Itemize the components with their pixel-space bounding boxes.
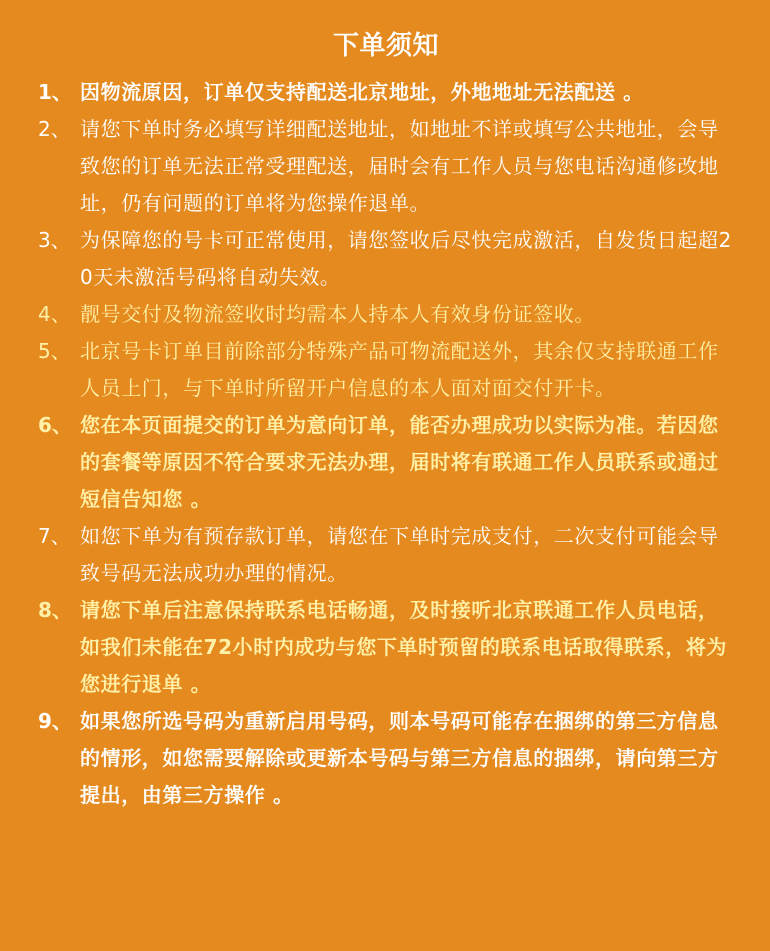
notice-item-9 — [38, 703, 734, 814]
notice-number: 8、 — [38, 598, 72, 622]
notice-text: 您在本页面提交的订单为意向订单，能否办理成功以实际为准。若因您的套餐等原因不符合要求无法办理，届时将有联通工作人员联系或通过短信告知您 。 — [80, 413, 719, 511]
notice-text: 请您下单后注意保持联系电话畅通，及时接听北京联通工作人员电话，如我们未能在72小时内成功与您下单时预留的联系电话取得联系，将为您进行退单 。 — [80, 598, 728, 696]
notice-number: 3、 — [38, 228, 71, 252]
notice-number: 4、 — [38, 302, 71, 326]
notice-item-2 — [38, 111, 734, 222]
notice-item-7 — [38, 518, 734, 592]
notice-item-1 — [38, 74, 734, 111]
notice-number: 6、 — [38, 413, 72, 437]
notice-text: 北京号卡订单目前除部分特殊产品可物流配送外，其余仅支持联通工作人员上门，与下单时所留开户信息的本人面对面交付开卡。 — [80, 339, 719, 400]
notice-item-6 — [38, 407, 734, 518]
notice-text: 为保障您的号卡可正常使用，请您签收后尽快完成激活，自发货日起超20天未激活号码将自动失效。 — [80, 228, 732, 289]
notice-number: 9、 — [38, 709, 72, 733]
notice-text: 请您下单时务必填写详细配送地址，如地址不详或填写公共地址，会导致您的订单无法正常受理配送，届时会有工作人员与您电话沟通修改地址，仍有问题的订单将为您操作退单。 — [80, 117, 719, 215]
notice-number: 5、 — [38, 339, 71, 363]
notice-item-5 — [38, 333, 734, 407]
notice-text: 靓号交付及物流签收时均需本人持本人有效身份证签收。 — [80, 302, 595, 326]
notice-item-4 — [38, 296, 734, 333]
notice-text: 如您下单为有预存款订单，请您在下单时完成支付，二次支付可能会导致号码无法成功办理的情况。 — [80, 524, 719, 585]
notice-number: 7、 — [38, 524, 71, 548]
notice-list — [38, 74, 734, 814]
notice-item-8 — [38, 592, 734, 703]
notice-number: 2、 — [38, 117, 71, 141]
notice-text: 因物流原因，订单仅支持配送北京地址，外地地址无法配送 。 — [80, 80, 644, 104]
page-title: 下单须知 — [332, 31, 439, 61]
notice-item-3 — [38, 222, 734, 296]
notice-number: 1、 — [38, 80, 72, 104]
notice-text: 如果您所选号码为重新启用号码，则本号码可能存在捆绑的第三方信息的情形，如您需要解除或更新本号码与第三方信息的捆绑，请向第三方提出，由第三方操作 。 — [80, 709, 719, 807]
